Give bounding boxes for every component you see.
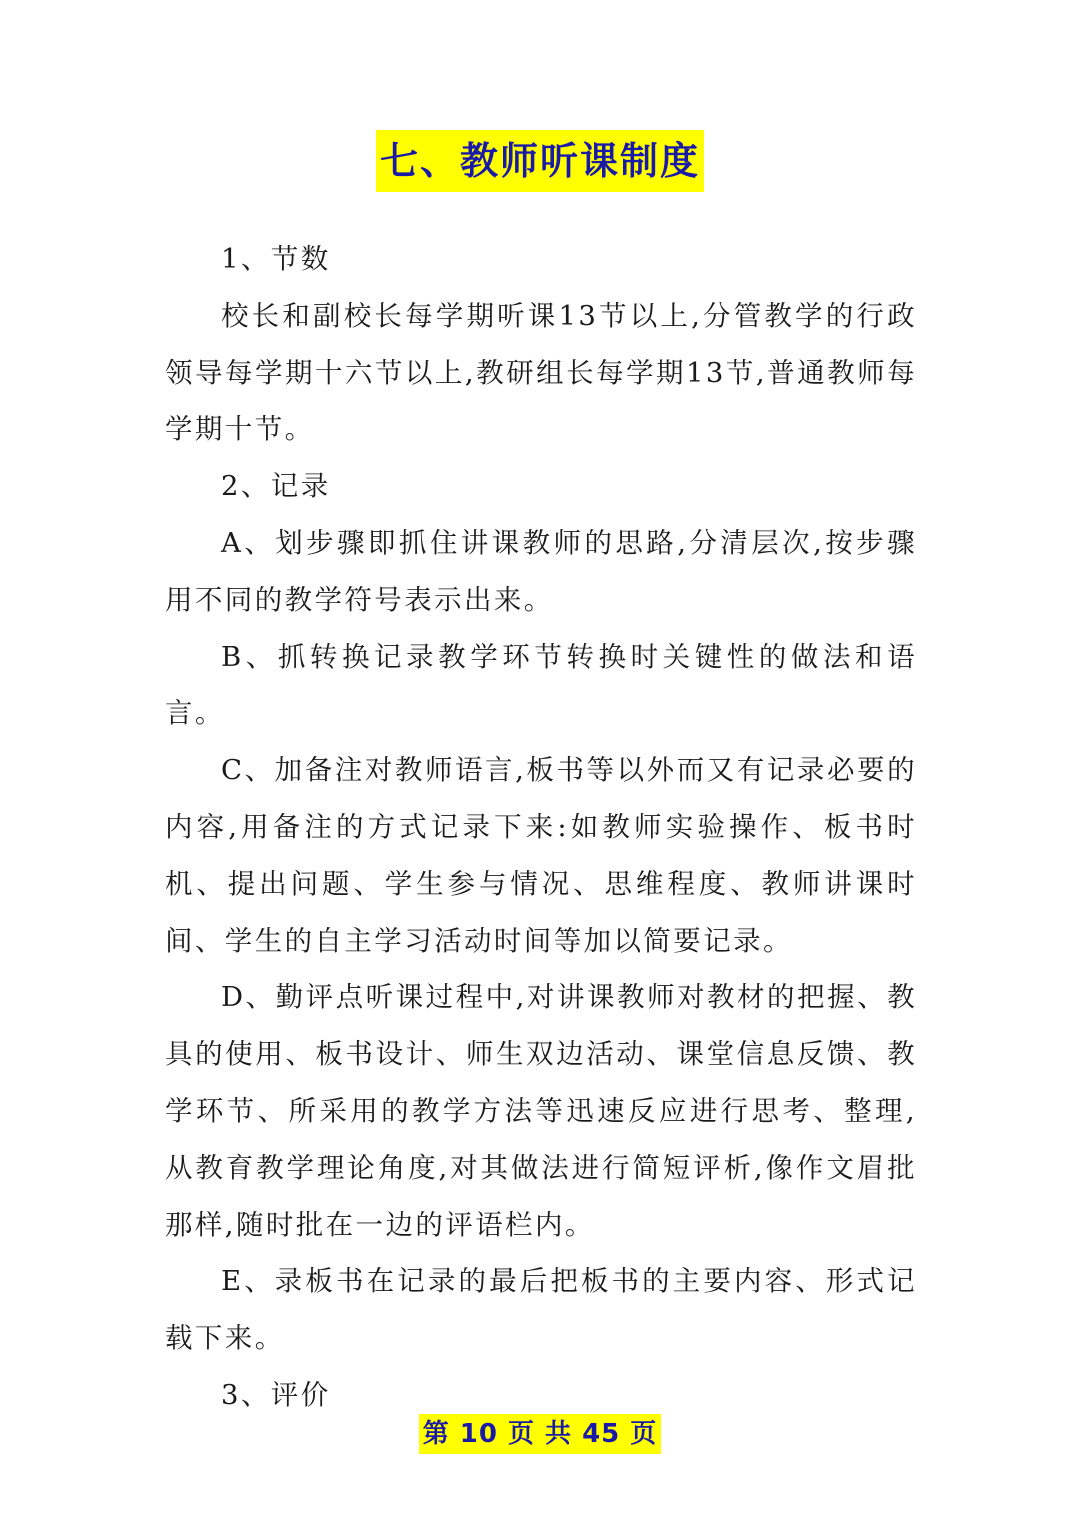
page-number-footer: 第 10 页 共 45 页	[419, 1414, 662, 1454]
document-body	[165, 231, 917, 1424]
page-footer-container	[0, 1414, 1080, 1454]
section-heading-record: 2、记录	[221, 470, 331, 503]
paragraph-count-rules: 校长和副校长每学期听课13节以上,分管教学的行政领导每学期十六节以上,教研组长每学期13节,普通教师每学期十节。	[165, 299, 917, 446]
paragraph-record-b: B、抓转换记录教学环节转换时关键性的做法和语言。	[165, 640, 917, 730]
page-title-container	[0, 130, 1080, 192]
paragraph-record-e: E、录板书在记录的最后把板书的主要内容、形式记载下来。	[165, 1265, 917, 1355]
paragraph-record-d: D、勤评点听课过程中,对讲课教师对教材的把握、教具的使用、板书设计、师生双边活动、课堂信息反馈、教学环节、所采用的教学方法等迅速反应进行思考、整理,从教育教学理论角度,对其做法进行简短评析,像作文眉批那样,随时批在一边的评语栏内。	[165, 981, 917, 1241]
paragraph-record-a: A、划步骤即抓住讲课教师的思路,分清层次,按步骤用不同的教学符号表示出来。	[165, 526, 917, 616]
section-heading-evaluation: 3、评价	[221, 1378, 331, 1411]
page-title: 七、教师听课制度	[376, 130, 704, 192]
section-heading-count: 1、节数	[221, 243, 331, 275]
paragraph-record-c: C、加备注对教师语言,板书等以外而又有记录必要的内容,用备注的方式记录下来:如教师实验操作、板书时机、提出问题、学生参与情况、思维程度、教师讲课时间、学生的自主学习活动时间等加以简要记录。	[165, 754, 917, 957]
